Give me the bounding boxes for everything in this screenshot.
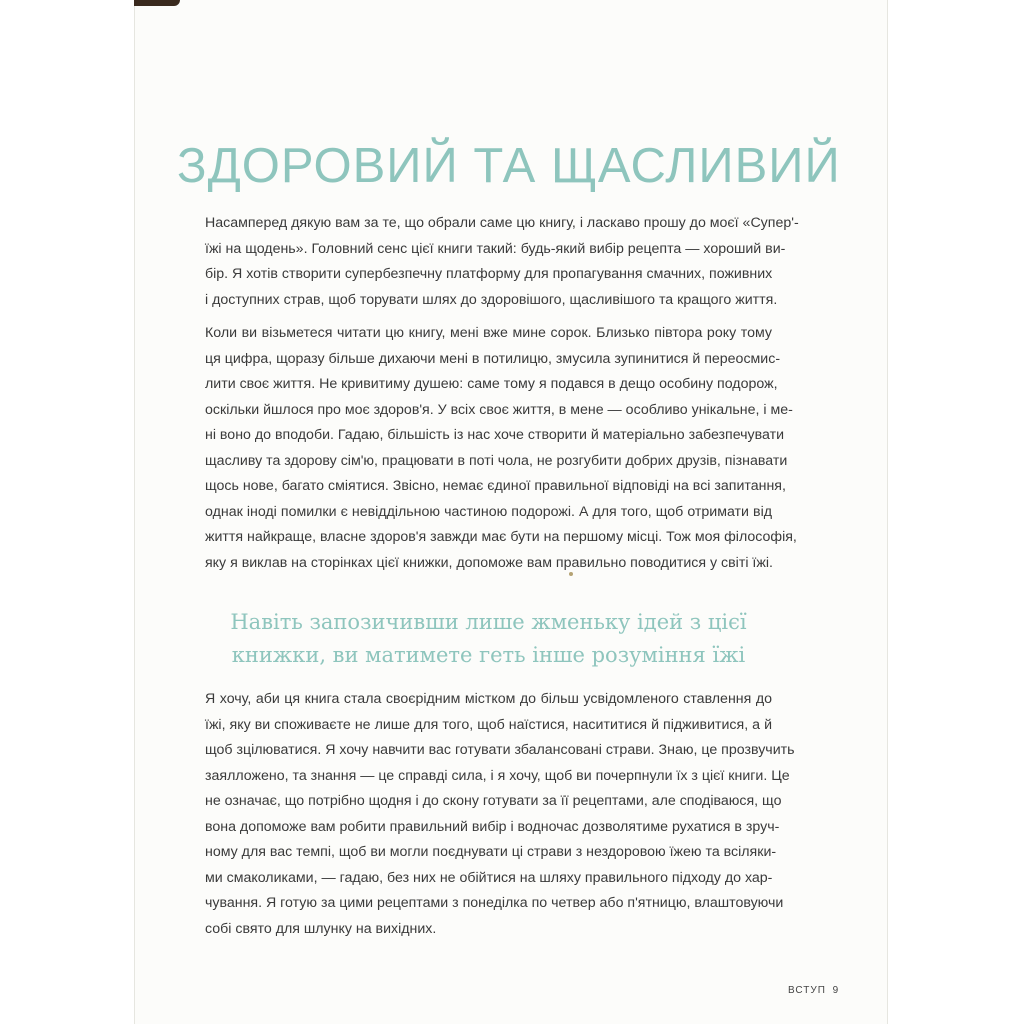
binding-edge: [134, 0, 180, 6]
paragraph-line: ні воно до вподоби. Гадаю, більшість із нас хоче створити й матеріально забезпечувати: [205, 427, 784, 443]
paragraph-line: ному для вас темпі, щоб ви могли поєднувати ці страви з нездоровою їжею та всіляки-: [205, 844, 777, 860]
pull-quote: [205, 606, 772, 672]
paragraph-line: заялложено, та знання — це справді сила, і я хочу, щоб ви почерпнули їх з цієї книги. Це: [205, 767, 790, 784]
paragraph-line: життя найкраще, власне здоров'я завжди має бути на першому місці. Тож моя філософія,: [205, 529, 797, 545]
section-name: ВСТУП: [788, 985, 826, 996]
paragraph-line: їжі на щодень». Головний сенс цієї книги такий: будь-який вибір рецепта — хороший ви-: [205, 240, 786, 257]
paragraph-line: яку я виклав на сторінках цієї книжки, допоможе вам правильно поводитися у світі їжі.: [205, 554, 773, 571]
pull-quote-line: Навіть запозичивши лише жменьку ідей з цієї: [230, 610, 747, 634]
paragraph-line: ця цифра, щоразу більше дихаючи мені в потилицю, змусила зупинитися й переосмис-: [205, 350, 781, 367]
paragraph-line: і доступних страв, щоб торувати шлях до здоровішого, щасливішого та кращого життя.: [205, 291, 778, 308]
paragraph-line: їжі, яку ви споживаєте не лише для того, щоб наїстися, насититися й підживитися, а й: [205, 716, 772, 733]
paragraph-line: оскільки йшлося про моє здоров'я. У всіх своє життя, в мене — особливо унікальне, і ме-: [205, 401, 793, 418]
paragraph-line: лити своє життя. Не кривитиму душею: саме тому я подався в дещо особину подорож,: [205, 376, 778, 392]
paragraph-line: чування. Я готую за цими рецептами з понеділка по четвер або п'ятницю, влаштовуючи: [205, 895, 784, 911]
paragraph-3: [205, 687, 795, 942]
paragraph-line: вона допоможе вам робити правильний вибір і водночас дозволятиме рухатися в зруч-: [205, 818, 780, 835]
page-title: ЗДОРОВИЙ ТА ЩАСЛИВИЙ: [177, 139, 841, 193]
paragraph-line: Коли ви візьметеся читати цю книгу, мені вже мине сорок. Близько півтора року тому: [205, 325, 772, 341]
paragraph-1: [205, 211, 799, 313]
paragraph-line: однак іноді помилки є невіддільною частиною подорожі. А для того, щоб отримати від: [205, 503, 772, 520]
paragraph-2: [205, 321, 797, 576]
pull-quote-line: книжки, ви матимете геть інше розуміння їжі: [231, 643, 746, 667]
paragraph-line: бір. Я хотів створити супербезпечну платформу для пропагування смачних, поживних: [205, 266, 773, 282]
paragraph-line: Насамперед дякую вам за те, що обрали саме цю книгу, і ласкаво прошу до моєї «Супер'-: [205, 215, 799, 231]
page-number: 9: [832, 985, 839, 996]
paragraph-line: не означає, що потрібно щодня і до скону готувати за її рецептами, але сподіваюся, що: [205, 793, 782, 809]
paragraph-line: щасливу та здорову сім'ю, працювати в поті чола, не розгубити добрих друзів, пізнавати: [205, 452, 788, 469]
page-footer: [788, 985, 838, 996]
paragraph-line: Я хочу, аби ця книга стала своєрідним містком до більш усвідомленого ставлення до: [205, 691, 772, 707]
paragraph-line: ми смаколиками, — гадаю, без них не обійтися на шляху правильного підходу до хар-: [205, 869, 773, 886]
paragraph-line: собі свято для шлунку на вихідних.: [205, 920, 437, 937]
paragraph-line: щось нове, багато сміятися. Звісно, немає єдиної правильної відповіді на всі запитання,: [205, 478, 786, 494]
paragraph-line: щоб зцілюватися. Я хочу навчити вас готувати збалансовані страви. Знаю, це прозвучить: [205, 742, 795, 758]
paper-speck: [569, 572, 573, 576]
